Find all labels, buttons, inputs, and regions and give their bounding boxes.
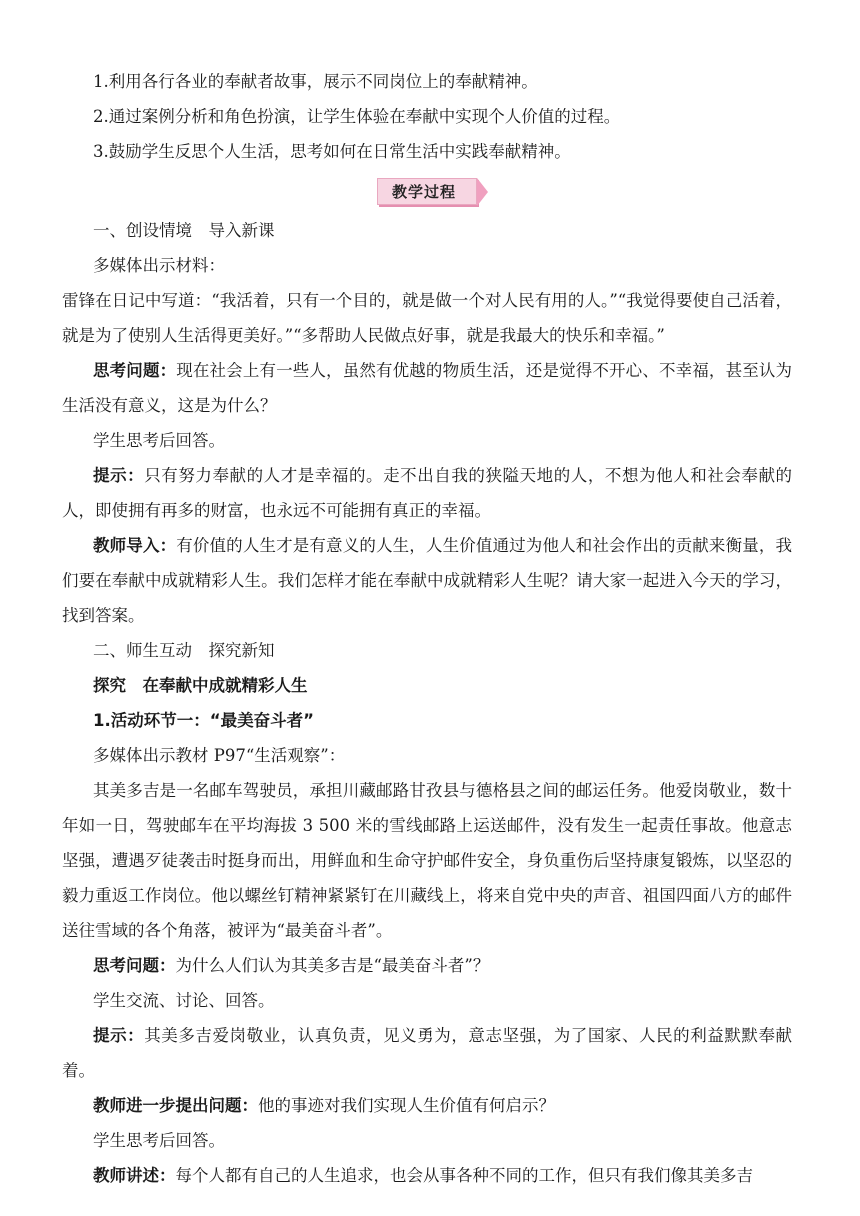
teacher-lecture: 教师讲述：每个人都有自己的人生追求，也会从事各种不同的工作，但只有我们像其美多吉 xyxy=(93,1166,753,1185)
hint-2: 提示：其美多吉爱岗敬业，认真负责，见义勇为，意志坚强，为了国家、人民的利益默默奉献着。 xyxy=(62,1026,792,1080)
lei-feng-quote: 雷锋在日记中写道：“我活着，只有一个目的，就是做一个对人民有用的人。”“我觉得要使自己活着，就是为了使别人生活得更美好。”“多帮助人民做点好事，就是我最大的快乐和幸福。” xyxy=(62,291,792,345)
teacher-intro: 教师导入：有价值的人生才是有意义的人生，人生价值通过为他人和社会作出的贡献来衡量，我们要在奉献中成就精彩人生。我们怎样才能在奉献中成就精彩人生呢？请大家一起进入今天的学习，找到答案。 xyxy=(62,536,793,625)
activity-title: 1.活动环节一：“最美奋斗者” xyxy=(93,711,314,730)
banner-label: 教学过程 xyxy=(377,178,477,205)
section2-heading: 二、师生互动 探究新知 xyxy=(93,641,275,660)
story-paragraph: 其美多吉是一名邮车驾驶员，承担川藏邮路甘孜县与德格县之间的邮运任务。他爱岗敬业，数十年如一日，驾驶邮车在平均海拔 3 500 米的雪线邮路上运送邮件，没有发生一起责任事故。他意志坚强，遭遇歹徒袭击时挺身而出，用鲜血和生命守护邮件安全，身负重伤后坚持康复锻炼，以坚忍的毅力重返工作岗位。他以螺丝钉精神紧紧钉在川藏线上，将来自党中央的声音、祖国四面八方的邮件送往雪域的各个角落，被评为“最美奋斗者”。 xyxy=(62,781,792,940)
explore-title: 探究 在奉献中成就精彩人生 xyxy=(93,676,308,695)
think-question-2: 思考问题：为什么人们认为其美多吉是“最美奋斗者”？ xyxy=(93,956,490,975)
student-response-2: 学生交流、讨论、回答。 xyxy=(93,991,275,1010)
goal-2: 2.通过案例分析和角色扮演，让学生体验在奉献中实现个人价值的过程。 xyxy=(93,107,621,126)
think-question-1: 思考问题：现在社会上有一些人，虽然有优越的物质生活，还是觉得不开心、不幸福，甚至认为生活没有意义，这是为什么？ xyxy=(62,361,793,415)
document-page xyxy=(62,64,792,1193)
goal-3: 3.鼓励学生反思个人生活，思考如何在日常生活中实践奉献精神。 xyxy=(93,142,571,161)
section1-heading: 一、创设情境 导入新课 xyxy=(93,221,275,240)
further-question: 教师进一步提出问题：他的事迹对我们实现人生价值有何启示？ xyxy=(93,1096,555,1115)
material-intro: 多媒体出示材料： xyxy=(93,256,225,275)
goal-1: 1.利用各行各业的奉献者故事，展示不同岗位上的奉献精神。 xyxy=(93,72,538,91)
hint-1: 提示：只有努力奉献的人才是幸福的。走不出自我的狭隘天地的人，不想为他人和社会奉献的人，即使拥有再多的财富，也永远不可能拥有真正的幸福。 xyxy=(62,466,792,520)
section-banner xyxy=(62,171,792,211)
student-response-3: 学生思考后回答。 xyxy=(93,1131,225,1150)
student-response-1: 学生思考后回答。 xyxy=(93,431,225,450)
material-intro-2: 多媒体出示教材 P97“生活观察”： xyxy=(93,746,346,765)
